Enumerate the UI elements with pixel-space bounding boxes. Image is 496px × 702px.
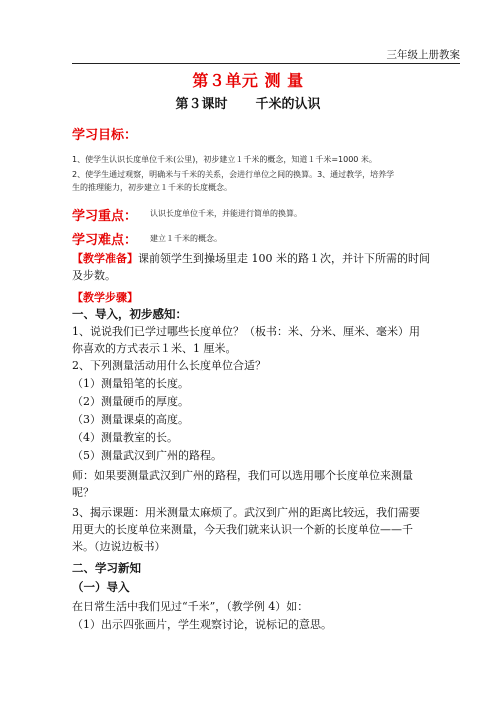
list-item: （4）测量教室的长。 — [72, 431, 178, 444]
unit-title: 第３单元 测 量 — [192, 71, 304, 90]
lesson-number: 第３课时 — [175, 97, 228, 112]
header-divider — [72, 63, 460, 64]
list-item: （3）测量课桌的高度。 — [72, 413, 189, 426]
key-point-label: 学习重点： — [72, 209, 138, 224]
lesson-name: 千米的认识 — [255, 97, 321, 112]
key-point-text: 认识长度单位千米，并能进行简单的换算。 — [150, 209, 302, 218]
part2-heading: 二、学习新知 — [72, 561, 141, 575]
part1-question-1: 1、说说我们已学过哪些长度单位？（板书：米、分米、厘米、毫米）用你喜欢的方式表示１米、1 厘米。 — [72, 325, 420, 355]
part1-question-3: 3、揭示课题：用米测量太麻烦了。武汉到广州的距离比较远，我们需要用更大的长度单位来测量，今天我们就来认识一个新的长度单位——千米。（边说边板书） — [72, 506, 420, 553]
prep-paragraph — [72, 250, 430, 284]
part1-question-2: 2、下列测量活动用什么长度单位合适？ — [72, 359, 266, 372]
objective-line-2: 2、使学生通过观察，明确米与千米的关系，会进行单位之间的换算。3、通过教学，培养学 — [72, 170, 395, 179]
part2-line-1: 在日常生活中我们见过“千米”，（教学例 4）如： — [72, 600, 309, 613]
part2-subheading: （一）导入 — [72, 580, 130, 594]
part2-line-2: （1）出示四张画片，学生观察讨论，说标记的意思。 — [72, 618, 332, 631]
steps-label-row — [72, 289, 430, 306]
part1-heading: 一、导入，初步感知： — [72, 307, 187, 321]
header-grade-label: 三年级上册教案 — [386, 49, 460, 61]
steps-label: 【教学步骤】 — [72, 291, 138, 304]
prep-label: 【教学准备】 — [72, 252, 138, 265]
list-item: （2）测量硬币的厚度。 — [72, 395, 189, 408]
difficulty-label: 学习难点： — [72, 233, 138, 248]
prep-text: 课前领学生到操场里走 100 米的路１次，并计下所需的时间及步数。 — [72, 252, 430, 282]
list-item: （5）测量武汉到广州的路程。 — [72, 449, 222, 462]
difficulty-text: 建立１千米的概念。 — [150, 234, 222, 243]
objectives-label: 学习目标： — [72, 128, 138, 143]
objective-line-3: 生的推理能力，初步建立１千米的长度概念。 — [72, 183, 232, 192]
objective-line-1: 1、使学生认识长度单位千米(公里)，初步建立１千米的概念，知道１千米=1000 米。 — [72, 155, 377, 164]
teacher-question: 师：如果要测量武汉到广州的路程，我们可以选用哪个长度单位来测量呢？ — [72, 469, 413, 499]
lesson-title — [0, 93, 496, 112]
list-item: （1）测量铅笔的长度。 — [72, 377, 189, 390]
